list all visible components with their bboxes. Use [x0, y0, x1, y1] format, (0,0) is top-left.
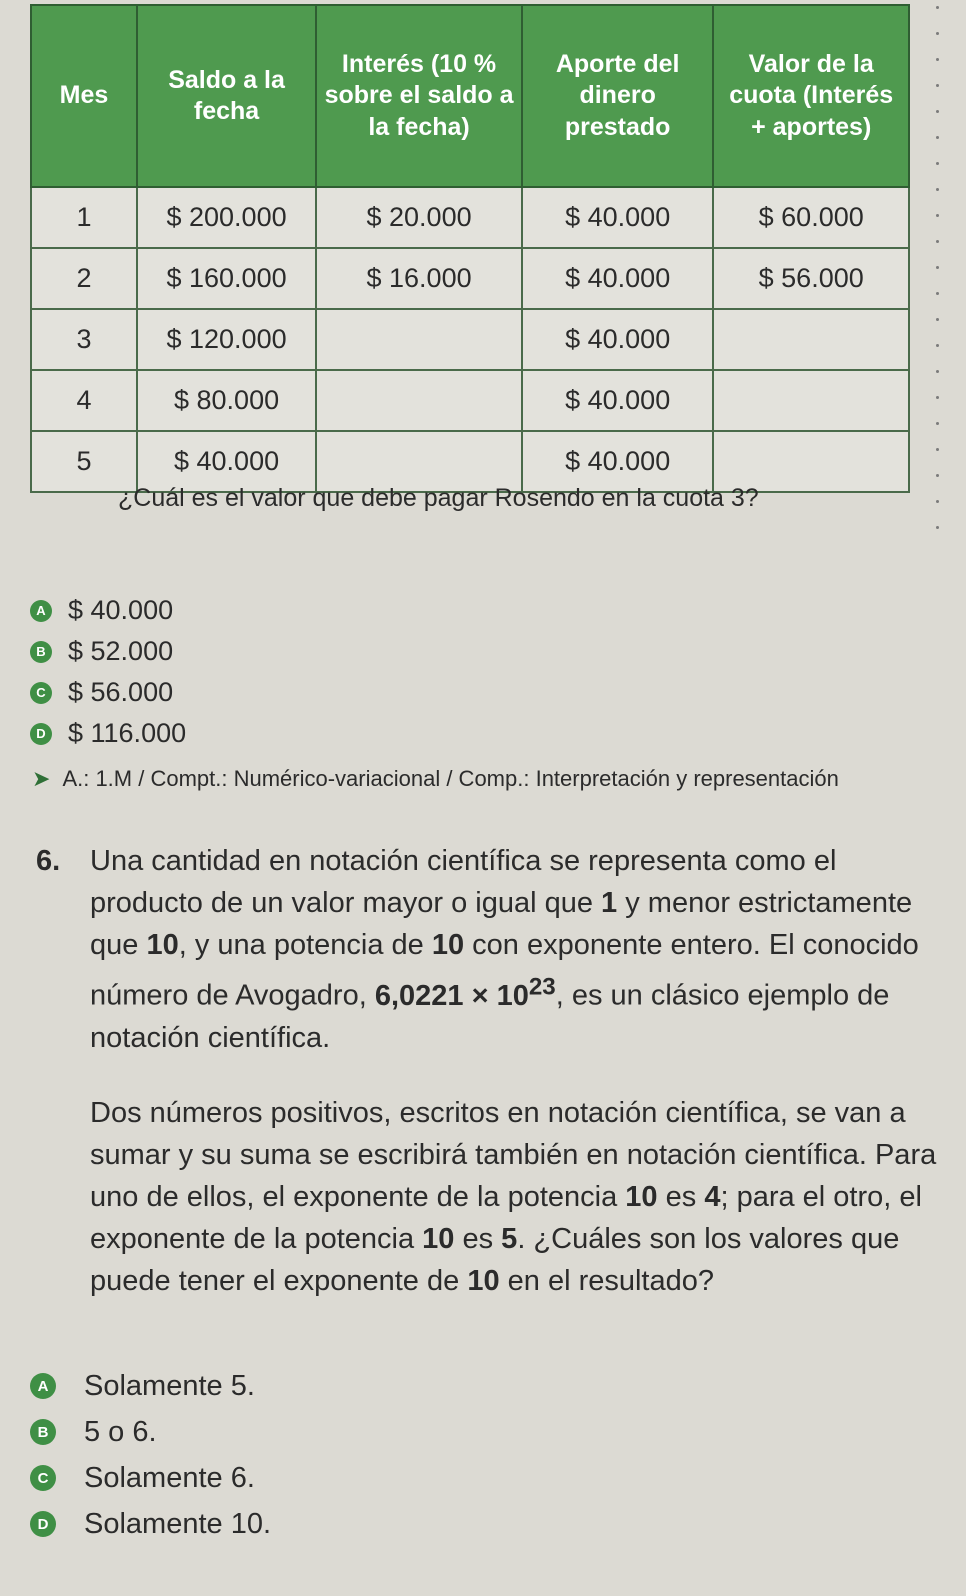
- loan-table: [30, 4, 910, 493]
- text-run-bold: 5: [501, 1223, 518, 1255]
- cell-saldo: $ 120.000: [137, 309, 316, 370]
- table-row: [31, 248, 909, 309]
- answer-metadata: [32, 766, 839, 792]
- option-text: $ 116.000: [68, 718, 187, 748]
- cell-interes: $ 20.000: [316, 187, 522, 248]
- text-run: Una cantidad en notación científica se representa como el producto de un valor mayor o igual que: [90, 845, 837, 919]
- option-d[interactable]: [30, 1501, 271, 1547]
- option-c[interactable]: [30, 1455, 271, 1501]
- option-d[interactable]: [30, 713, 186, 754]
- text-run: . ¿Cuáles son los valores que puede tener el exponente de: [90, 1223, 900, 1297]
- cell-cuota: [713, 309, 909, 370]
- option-text: Solamente 5.: [84, 1369, 255, 1402]
- text-run-bold: 1: [601, 887, 618, 919]
- option-letter-badge: B: [30, 641, 52, 663]
- cell-aporte: $ 40.000: [522, 248, 713, 309]
- q6-paragraph-1: [90, 840, 946, 1059]
- option-text: Solamente 6.: [84, 1461, 255, 1494]
- cell-mes: 4: [31, 370, 137, 431]
- cell-mes: 1: [31, 187, 137, 248]
- header-interes: Interés (10 % sobre el saldo a la fecha): [316, 5, 522, 187]
- cell-saldo: $ 80.000: [137, 370, 316, 431]
- cell-saldo: $ 40.000: [137, 431, 316, 492]
- option-letter-badge: D: [30, 1511, 56, 1537]
- option-text: 5 o 6.: [84, 1415, 157, 1448]
- header-aporte: Aporte del dinero prestado: [522, 5, 713, 187]
- text-run: , y una potencia de: [178, 929, 432, 961]
- cell-cuota: $ 56.000: [713, 248, 909, 309]
- option-text: $ 40.000: [68, 595, 174, 625]
- text-run-bold: 10: [431, 929, 465, 961]
- table-row: [31, 309, 909, 370]
- table-header-row: [31, 5, 909, 187]
- table-row: [31, 370, 909, 431]
- option-text: Solamente 10.: [84, 1507, 272, 1540]
- chevron-right-icon: ➤: [32, 766, 51, 791]
- cell-saldo: $ 160.000: [137, 248, 316, 309]
- q6-options: [30, 1363, 271, 1547]
- option-a[interactable]: [30, 1363, 271, 1409]
- cell-interes: [316, 309, 522, 370]
- text-run: con exponente entero. El conocido número de Avogadro,: [90, 929, 919, 1012]
- text-run-bold: 10: [625, 1181, 658, 1213]
- option-letter-badge: A: [30, 1373, 56, 1399]
- cell-mes: 3: [31, 309, 137, 370]
- avogadro-exponent: 23: [528, 973, 556, 1000]
- option-letter-badge: C: [30, 1465, 56, 1491]
- header-mes: Mes: [31, 5, 137, 187]
- cell-saldo: $ 200.000: [137, 187, 316, 248]
- cell-mes: 2: [31, 248, 137, 309]
- cell-aporte: $ 40.000: [522, 370, 713, 431]
- header-cuota: Valor de la cuota (Interés + aportes): [713, 5, 909, 187]
- text-run: Dos números positivos, escritos en notación científica, se van a sumar y su suma se escribirá también en notación científica. Para uno de ellos, el exponente de la potencia: [90, 1097, 937, 1213]
- option-letter-badge: A: [30, 600, 52, 622]
- text-run-bold: 10: [146, 929, 179, 961]
- table-row: [31, 431, 909, 492]
- q5-question: ¿Cuál es el valor que debe pagar Rosendo en la cuota 3?: [118, 484, 759, 512]
- text-run: es: [454, 1223, 502, 1255]
- text-run: , es un clásico ejemplo de notación científica.: [90, 979, 890, 1054]
- option-a[interactable]: [30, 590, 186, 631]
- cell-aporte: $ 40.000: [522, 187, 713, 248]
- avogadro-number: [374, 973, 556, 1012]
- option-b[interactable]: [30, 631, 186, 672]
- question-number: 6.: [36, 845, 61, 877]
- q5-options: [30, 590, 186, 754]
- q6-paragraph-2: [90, 1092, 946, 1302]
- table-row: [31, 187, 909, 248]
- cell-interes: [316, 431, 522, 492]
- text-run: y menor estrictamente que: [90, 887, 913, 961]
- page-margin-dots: [936, 6, 956, 552]
- option-text: $ 52.000: [68, 636, 174, 666]
- option-text: $ 56.000: [68, 677, 174, 707]
- cell-cuota: [713, 370, 909, 431]
- cell-cuota: [713, 431, 909, 492]
- text-run-bold: 10: [422, 1223, 455, 1255]
- text-run: ; para el otro, el exponente de la potencia: [90, 1181, 922, 1255]
- option-letter-badge: C: [30, 682, 52, 704]
- cell-aporte: $ 40.000: [522, 431, 713, 492]
- header-saldo: Saldo a la fecha: [137, 5, 316, 187]
- option-c[interactable]: [30, 672, 186, 713]
- cell-mes: 5: [31, 431, 137, 492]
- avogadro-base: 6,0221 × 10: [374, 979, 529, 1012]
- answer-metadata-text: A.: 1.M / Compt.: Numérico-variacional / Comp.: Interpretación y representación: [62, 766, 839, 791]
- text-run: es: [657, 1181, 705, 1213]
- text-run-bold: 4: [704, 1181, 721, 1213]
- option-letter-badge: D: [30, 723, 52, 745]
- text-run: en el resultado?: [499, 1265, 715, 1297]
- option-b[interactable]: [30, 1409, 271, 1455]
- cell-aporte: $ 40.000: [522, 309, 713, 370]
- option-letter-badge: B: [30, 1419, 56, 1445]
- cell-interes: $ 16.000: [316, 248, 522, 309]
- cell-cuota: $ 60.000: [713, 187, 909, 248]
- text-run-bold: 10: [467, 1265, 500, 1297]
- cell-interes: [316, 370, 522, 431]
